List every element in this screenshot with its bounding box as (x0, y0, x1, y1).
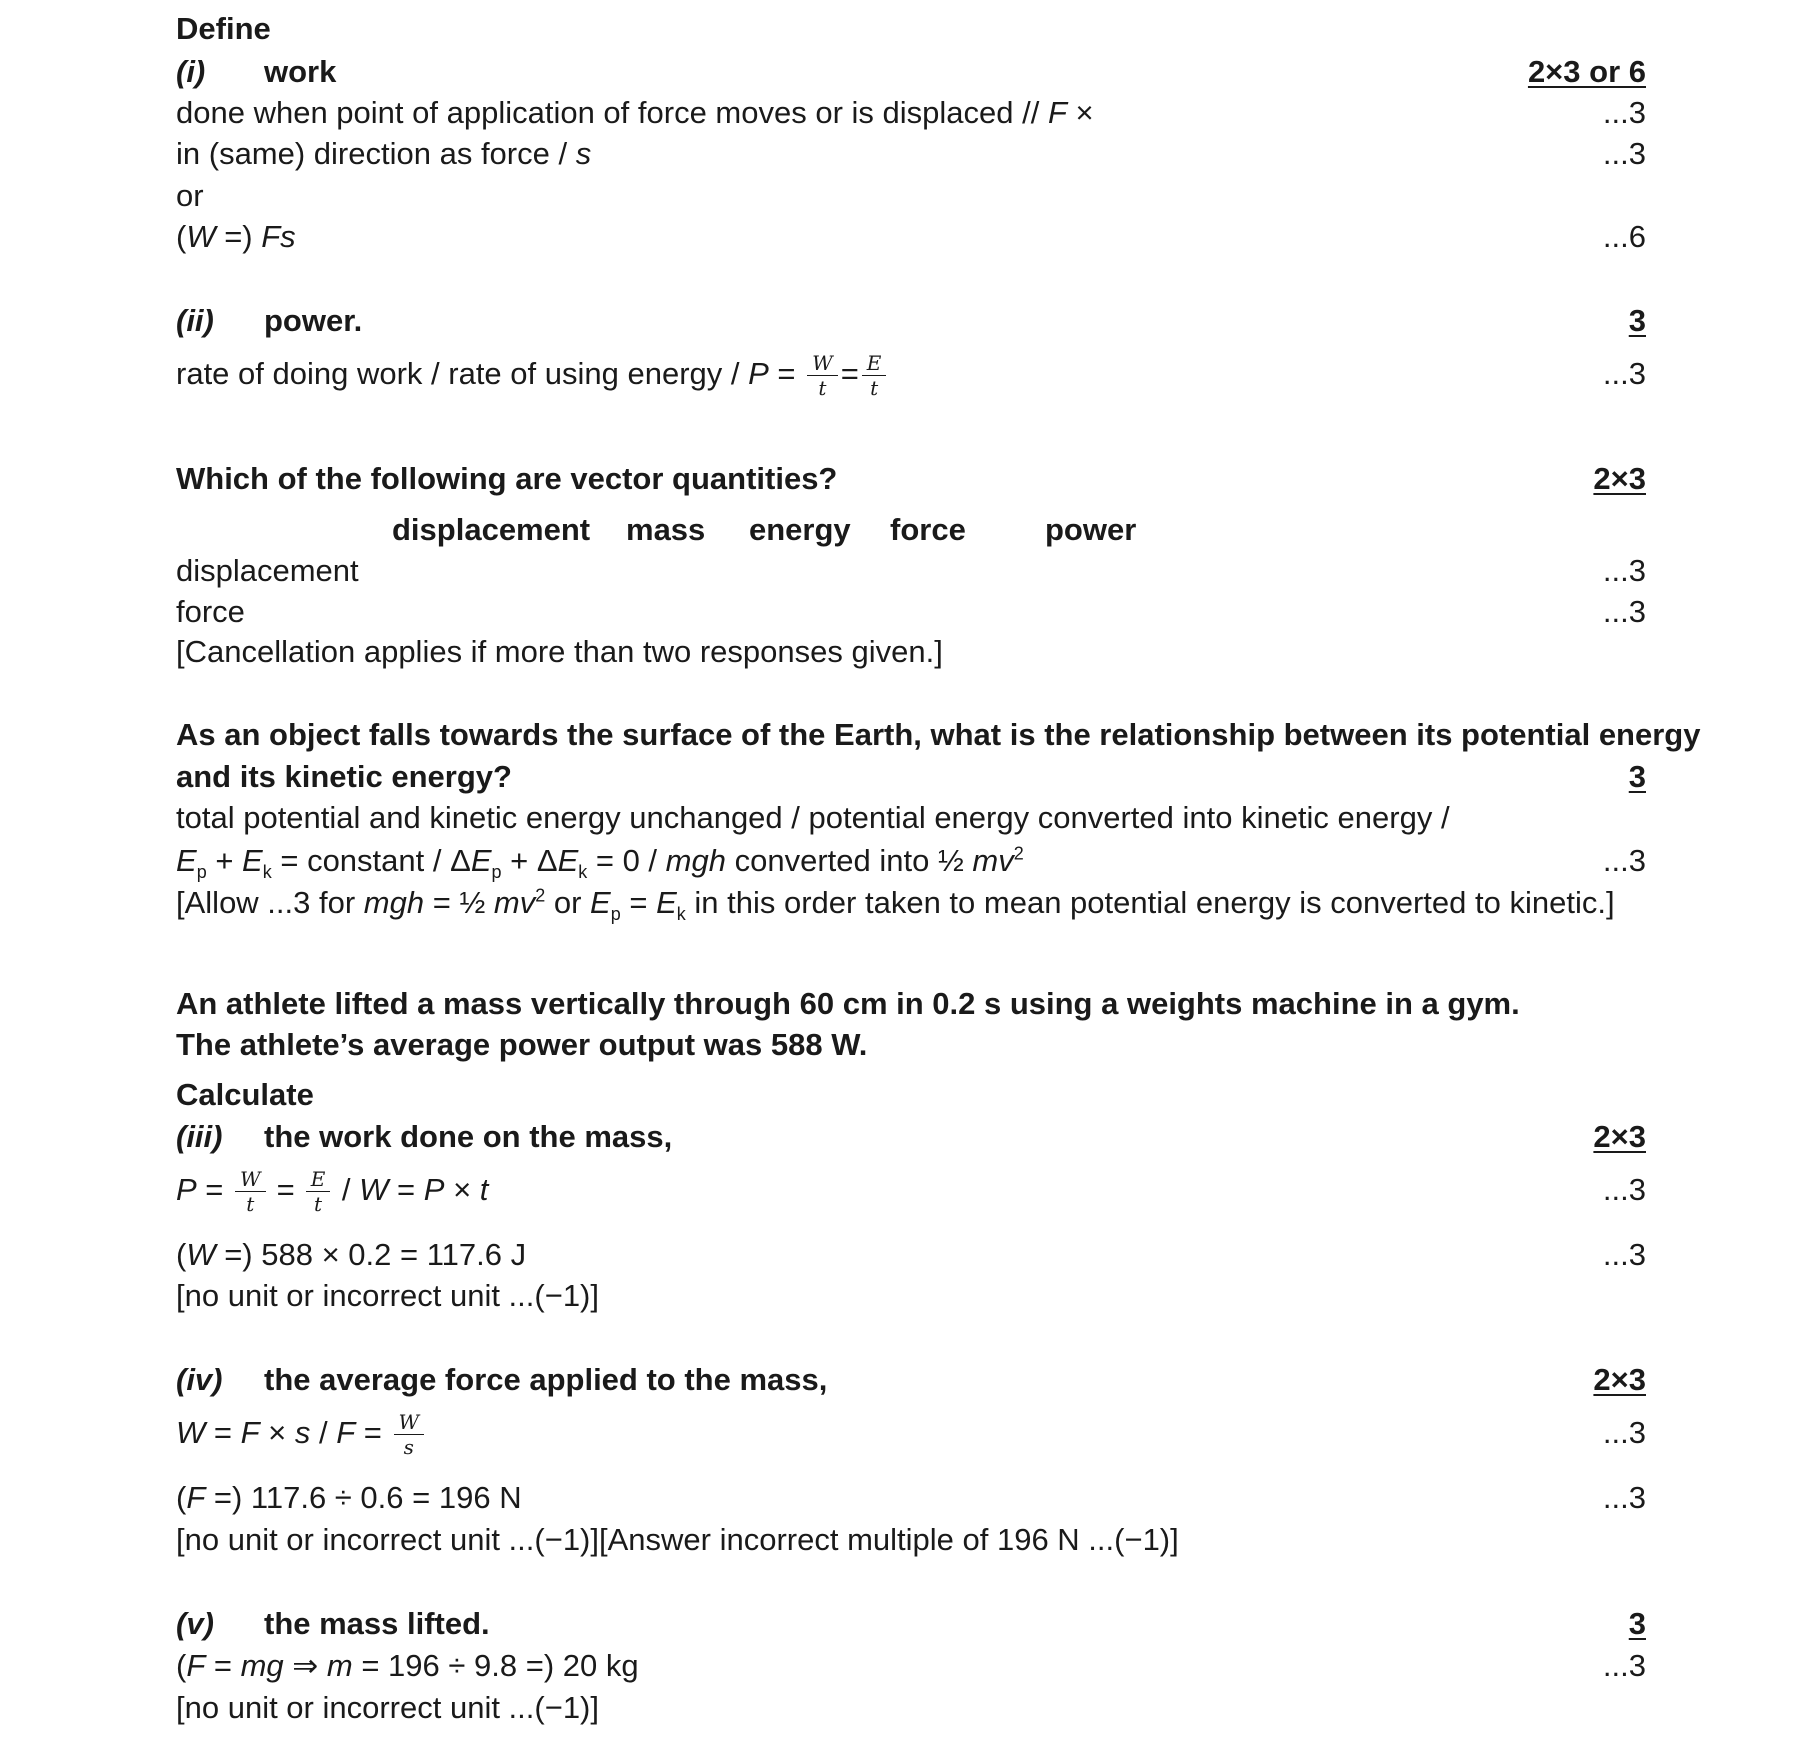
part-iv-title: the average force applied to the mass, (264, 1362, 828, 1397)
part-i-line1-text: done when point of application of force moves or is displaced // (176, 95, 1048, 130)
equals: = (355, 1415, 391, 1450)
equals: = (388, 1172, 424, 1207)
paren-open: ( (176, 219, 187, 254)
equals: = (768, 356, 805, 391)
part-v-label: (v) (176, 1606, 214, 1641)
energy-answer-2 (176, 842, 1646, 883)
vectors-answer-2 (176, 593, 1646, 631)
subscript-k: k (578, 862, 588, 883)
part-ii-marks: 3 (1628, 303, 1646, 338)
paren-open: ( (176, 1237, 187, 1272)
vectors-note: [Cancellation applies if more than two responses given.] (176, 634, 943, 669)
symbol-P: P (176, 1172, 197, 1207)
symbol-E: E (557, 843, 579, 878)
part-i-line3-marks: ...6 (1602, 219, 1646, 254)
answer-marks: ...3 (1602, 553, 1646, 588)
part-v-heading (176, 1605, 1646, 1643)
symbol-mgh: mgh (665, 843, 726, 878)
symbol-P: P (748, 356, 769, 391)
times: × (259, 1415, 295, 1450)
symbol-W: W (186, 1237, 216, 1272)
equals: = (196, 1172, 233, 1207)
allow-rest-text: in this order taken to mean potential energy is converted to kinetic.] (685, 885, 1615, 920)
separator: / (310, 1415, 337, 1450)
vectors-question (176, 460, 1646, 498)
symbol-t: t (479, 1172, 489, 1207)
answer-value: =) 588 × 0.2 = 117.6 J (215, 1237, 527, 1272)
athlete-stem-line1: An athlete lifted a mass vertically through 60 cm in 0.2 s using a weights machine in a gym. (176, 986, 1520, 1021)
subscript-p: p (491, 862, 502, 883)
frac-num: W (807, 351, 838, 376)
equals-paren: =) (215, 219, 262, 254)
times: × (444, 1172, 480, 1207)
equals: = (205, 1415, 241, 1450)
part-iii-formula-marks: ...3 (1602, 1172, 1646, 1207)
frac-den: t (870, 376, 879, 401)
fraction-W-over-s (394, 1410, 425, 1459)
option-power: power (1045, 512, 1137, 547)
or-text: or (545, 885, 591, 920)
separator: / (333, 1172, 360, 1207)
answer-marks: ...3 (1602, 594, 1646, 629)
part-ii-title: power. (264, 303, 363, 338)
symbol-mgh: mgh (363, 885, 425, 920)
symbol-mg: mg (240, 1648, 284, 1683)
athlete-stem-line2: The athlete’s average power output was 588 W. (176, 1027, 868, 1062)
energy-question-line2 (176, 758, 1646, 796)
energy-answer-2-marks: ...3 (1602, 843, 1646, 878)
part-i-label: (i) (176, 54, 206, 89)
plus: + (206, 843, 243, 878)
part-i-line2-marks: ...3 (1602, 136, 1646, 171)
vectors-question-text: Which of the following are vector quantities? (176, 461, 838, 496)
part-ii-heading (176, 302, 1646, 340)
part-iii-formula (176, 1162, 1646, 1218)
option-mass: mass (626, 512, 706, 547)
part-iv-note: [no unit or incorrect unit ...(−1)][Answer incorrect multiple of 196 N ...(−1)] (176, 1522, 1179, 1557)
symbol-E: E (590, 885, 611, 920)
part-v-note: [no unit or incorrect unit ...(−1)] (176, 1690, 599, 1725)
equals: = (620, 885, 657, 920)
fraction-E-over-t (862, 351, 887, 400)
part-iii-heading (176, 1118, 1646, 1156)
frac-den: t (818, 376, 827, 401)
energy-question-line1: As an object falls towards the surface of the Earth, what is the relationship between its potential energy (176, 717, 1701, 752)
subscript-k: k (676, 904, 686, 925)
symbol-F: F (186, 1648, 206, 1683)
equals: = (840, 356, 859, 391)
part-i-line2-s: s (575, 136, 592, 171)
subscript-k: k (262, 862, 272, 883)
part-v-marks: 3 (1628, 1606, 1646, 1641)
energy-allow-note (176, 884, 1646, 925)
part-iii-marks: 2×3 (1593, 1119, 1646, 1154)
superscript-2: 2 (535, 885, 546, 906)
vectors-marks: 2×3 (1593, 461, 1646, 496)
converted-text: converted into ½ (725, 843, 973, 878)
option-displacement: displacement (392, 512, 591, 547)
frac-den: t (246, 1192, 255, 1217)
paren-open: ( (176, 1648, 187, 1683)
symbol-W: W (186, 219, 216, 254)
part-i-marks: 2×3 or 6 (1527, 54, 1646, 89)
part-iii-answer-marks: ...3 (1602, 1237, 1646, 1272)
superscript-2: 2 (1013, 843, 1024, 864)
allow-text: [Allow ...3 for (176, 885, 364, 920)
part-ii-line1 (176, 346, 1646, 402)
energy-marks: 3 (1628, 759, 1646, 794)
answer-value: =) 117.6 ÷ 0.6 = 196 N (205, 1480, 522, 1515)
part-v-title: the mass lifted. (264, 1606, 490, 1641)
frac-num: E (862, 351, 887, 376)
symbol-mv: mv (493, 885, 536, 920)
part-ii-label: (ii) (176, 303, 214, 338)
part-iv-answer-marks: ...3 (1602, 1480, 1646, 1515)
option-energy: energy (749, 512, 851, 547)
energy-question-text: and its kinetic energy? (176, 759, 512, 794)
symbol-F: F (186, 1480, 206, 1515)
part-i-line2-text: in (same) direction as force / (176, 136, 576, 171)
part-iv-marks: 2×3 (1593, 1362, 1646, 1397)
symbol-E: E (176, 843, 197, 878)
equals: = (205, 1648, 241, 1683)
zero-text: = 0 / (587, 843, 666, 878)
half-text: = ½ (424, 885, 494, 920)
constant-text: = constant / Δ (271, 843, 471, 878)
part-i-line1 (176, 94, 1646, 132)
frac-num: W (394, 1410, 425, 1435)
part-i-or: or (176, 178, 204, 213)
part-i-title: work (264, 54, 337, 89)
fraction-W-over-t (235, 1167, 266, 1216)
plus-delta: + Δ (501, 843, 558, 878)
part-i-line2 (176, 135, 1646, 173)
equals: = (276, 1172, 295, 1207)
fraction-W-over-t (807, 351, 838, 400)
symbol-m: m (326, 1648, 353, 1683)
symbol-P: P (423, 1172, 445, 1207)
part-ii-line1-text: rate of doing work / rate of using energy / (176, 356, 749, 391)
option-force: force (890, 512, 966, 547)
symbol-E: E (470, 843, 492, 878)
part-iii-answer (176, 1236, 1646, 1274)
part-iv-formula-marks: ...3 (1602, 1415, 1646, 1450)
symbol-E: E (242, 843, 263, 878)
fraction-E-over-t (306, 1167, 331, 1216)
part-i-line1-times: × (1066, 95, 1094, 130)
part-iv-formula (176, 1405, 1646, 1461)
part-v-answer-marks: ...3 (1602, 1648, 1646, 1683)
part-i-line1-marks: ...3 (1602, 95, 1646, 130)
part-iii-label: (iii) (176, 1119, 223, 1154)
implies-arrow: ⇒ (283, 1648, 327, 1683)
symbol-F: F (240, 1415, 260, 1450)
energy-answer-1: total potential and kinetic energy unchanged / potential energy converted into kinetic energy / (176, 800, 1450, 835)
answer-text: displacement (176, 553, 359, 588)
symbol-F: F (336, 1415, 356, 1450)
part-iv-label: (iv) (176, 1362, 223, 1397)
subscript-p: p (196, 862, 207, 883)
frac-den: s (403, 1435, 414, 1460)
frac-den: t (313, 1192, 323, 1217)
part-i-line3 (176, 218, 1646, 256)
symbol-W: W (176, 1415, 206, 1450)
part-iv-answer (176, 1479, 1646, 1517)
symbol-s: s (294, 1415, 311, 1450)
part-iii-note: [no unit or incorrect unit ...(−1)] (176, 1278, 599, 1313)
frac-num: E (306, 1167, 331, 1192)
answer-value: = 196 ÷ 9.8 =) 20 kg (352, 1648, 639, 1683)
part-i-heading (176, 53, 1646, 91)
frac-num: W (235, 1167, 266, 1192)
symbol-mv: mv (972, 843, 1014, 878)
vectors-answer-1 (176, 552, 1646, 590)
part-i-line1-F: F (1047, 95, 1067, 130)
symbol-W: W (359, 1172, 389, 1207)
paren-open: ( (176, 1480, 187, 1515)
answer-text: force (176, 594, 245, 629)
part-iii-title: the work done on the mass, (264, 1119, 673, 1154)
symbol-Fs: Fs (261, 219, 296, 254)
define-heading: Define (176, 11, 271, 46)
part-iv-heading (176, 1361, 1646, 1399)
part-ii-line1-marks: ...3 (1602, 356, 1646, 391)
part-v-answer (176, 1647, 1646, 1685)
symbol-E: E (656, 885, 677, 920)
calculate-heading: Calculate (176, 1077, 314, 1112)
subscript-p: p (610, 904, 621, 925)
